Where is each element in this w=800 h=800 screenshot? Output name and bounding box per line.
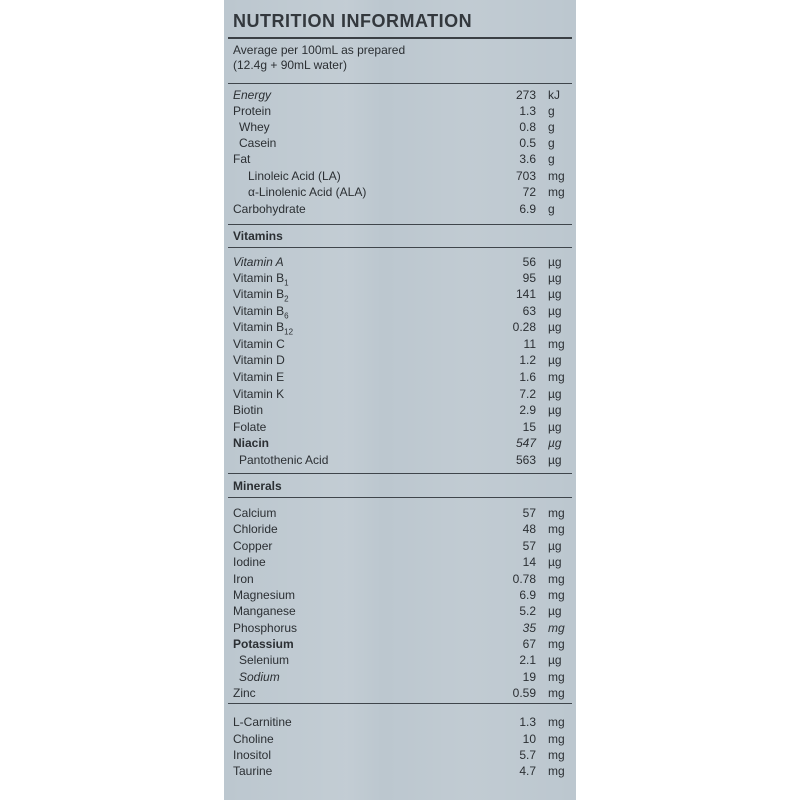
nutrient-value: 63	[522, 304, 536, 318]
nutrient-unit: µg	[548, 287, 562, 301]
nutrient-name	[233, 731, 274, 747]
nutrient-value: 35	[522, 621, 536, 635]
nutrient-unit: µg	[548, 555, 562, 569]
nutrient-name-text: Phosphorus	[233, 621, 298, 635]
nutrient-row	[0, 135, 800, 151]
nutrient-row	[0, 731, 800, 747]
nutrient-name-text: Niacin	[233, 436, 270, 450]
nutrient-value: 57	[522, 539, 536, 553]
nutrient-unit: g	[548, 120, 555, 134]
nutrient-value: 703	[515, 169, 536, 183]
nutrient-row	[0, 151, 800, 167]
nutrient-name	[233, 402, 263, 418]
nutrient-row	[0, 386, 800, 402]
nutrient-name-text: Iron	[233, 572, 254, 586]
nutrient-value: 67	[522, 637, 536, 651]
nutrient-name	[233, 336, 285, 352]
nutrient-value: 4.7	[519, 764, 536, 778]
nutrient-value: 2.1	[519, 653, 536, 667]
nutrient-name	[233, 538, 272, 554]
divider	[228, 497, 572, 498]
nutrient-name	[233, 201, 306, 217]
nutrient-name	[233, 620, 297, 636]
nutrient-name-text: Selenium	[239, 653, 290, 667]
serving-note-line: Average per 100mL as prepared	[233, 43, 406, 57]
nutrient-value: 15	[522, 420, 536, 434]
nutrient-name-text: Vitamin B	[233, 271, 285, 285]
nutrient-row	[0, 168, 800, 184]
nutrient-subscript: 1	[284, 278, 289, 288]
nutrient-unit: mg	[548, 670, 565, 684]
nutrient-name-text: Linoleic Acid (LA)	[248, 169, 341, 183]
nutrient-row	[0, 184, 800, 200]
nutrient-name	[233, 747, 271, 763]
nutrient-name-text: Protein	[233, 104, 272, 118]
nutrient-name	[233, 521, 278, 537]
nutrient-row	[0, 587, 800, 603]
nutrient-row	[0, 201, 800, 217]
nutrient-name-text: Fat	[233, 152, 251, 166]
nutrient-unit: mg	[548, 732, 565, 746]
nutrient-row	[0, 538, 800, 554]
nutrient-name-text: Vitamin C	[233, 337, 285, 351]
nutrient-name-text: Manganese	[233, 604, 296, 618]
nutrient-name-text: Vitamin D	[233, 353, 285, 367]
nutrient-row	[0, 402, 800, 418]
nutrient-name-text: Whey	[239, 120, 270, 134]
nutrient-name	[239, 652, 289, 668]
nutrient-name-text: Potassium	[233, 637, 294, 651]
nutrient-name	[233, 571, 254, 587]
nutrient-row	[0, 554, 800, 570]
nutrient-row	[0, 669, 800, 685]
nutrient-unit: mg	[548, 506, 565, 520]
divider	[228, 703, 572, 704]
nutrient-row	[0, 270, 800, 286]
nutrient-name	[233, 636, 294, 652]
nutrient-name	[239, 135, 276, 151]
nutrient-value: 0.5	[519, 136, 536, 150]
nutrient-unit: µg	[548, 387, 562, 401]
divider	[228, 224, 572, 225]
nutrient-name-text: Taurine	[233, 764, 273, 778]
nutrient-row	[0, 103, 800, 119]
nutrient-value: 1.6	[519, 370, 536, 384]
nutrient-unit: mg	[548, 185, 565, 199]
nutrient-unit: g	[548, 152, 555, 166]
nutrient-value: 1.2	[519, 353, 536, 367]
nutrient-name-text: Calcium	[233, 506, 277, 520]
nutrient-value: 273	[515, 88, 536, 102]
nutrient-value: 6.9	[519, 588, 536, 602]
nutrient-value: 0.8	[519, 120, 536, 134]
nutrient-name	[233, 554, 266, 570]
nutrient-unit: mg	[548, 370, 565, 384]
nutrient-row	[0, 419, 800, 435]
nutrient-row	[0, 435, 800, 451]
nutrient-unit: µg	[548, 453, 562, 467]
nutrient-unit: µg	[548, 304, 562, 318]
nutrient-name-text: Vitamin B	[233, 320, 285, 334]
nutrient-row	[0, 714, 800, 730]
nutrient-unit: mg	[548, 337, 565, 351]
nutrient-name-text: Magnesium	[233, 588, 296, 602]
nutrient-value: 48	[522, 522, 536, 536]
nutrient-name-text: α-Linolenic Acid (ALA)	[248, 185, 367, 199]
nutrient-name-text: Zinc	[233, 686, 256, 700]
nutrient-name	[233, 352, 285, 368]
nutrient-name	[233, 763, 272, 779]
nutrient-name	[233, 386, 284, 402]
nutrient-row	[0, 636, 800, 652]
nutrient-name	[233, 505, 276, 521]
nutrient-value: 56	[522, 255, 536, 269]
nutrient-unit: mg	[548, 588, 565, 602]
nutrient-name	[233, 103, 271, 119]
nutrient-value: 2.9	[519, 403, 536, 417]
nutrient-value: 547	[515, 436, 536, 450]
nutrient-subscript: 12	[284, 327, 294, 337]
nutrient-name-text: Vitamin E	[233, 370, 285, 384]
nutrient-name-text: Casein	[239, 136, 277, 150]
nutrient-name-text: Vitamin K	[233, 387, 285, 401]
nutrient-value: 5.2	[519, 604, 536, 618]
nutrient-unit: µg	[548, 539, 562, 553]
nutrient-value: 0.28	[512, 320, 536, 334]
nutrient-value: 5.7	[519, 748, 536, 762]
nutrient-row	[0, 452, 800, 468]
nutrient-name-text: Choline	[233, 732, 274, 746]
nutrient-row	[0, 505, 800, 521]
nutrient-unit: g	[548, 136, 555, 150]
nutrient-name-text: Biotin	[233, 403, 264, 417]
nutrient-name	[233, 369, 284, 385]
nutrient-value: 141	[515, 287, 536, 301]
nutrient-value: 0.59	[512, 686, 536, 700]
panel-title: NUTRITION INFORMATION	[233, 11, 473, 31]
nutrient-unit: µg	[548, 653, 562, 667]
nutrient-row	[0, 747, 800, 763]
nutrient-row	[0, 620, 800, 636]
nutrient-value: 3.6	[519, 152, 536, 166]
serving-note-line: (12.4g + 90mL water)	[233, 58, 347, 72]
nutrient-value: 72	[522, 185, 536, 199]
nutrient-unit: mg	[548, 522, 565, 536]
nutrient-row	[0, 521, 800, 537]
nutrient-value: 7.2	[519, 387, 536, 401]
nutrient-value: 0.78	[512, 572, 536, 586]
nutrient-name	[248, 184, 366, 200]
section-heading-minerals: Minerals	[233, 479, 282, 493]
divider	[228, 83, 572, 84]
nutrient-unit: mg	[548, 169, 565, 183]
nutrient-unit: kJ	[548, 88, 560, 102]
divider	[228, 473, 572, 474]
nutrient-name-text: Vitamin A	[233, 255, 284, 269]
nutrient-unit: µg	[548, 320, 562, 334]
nutrient-row	[0, 319, 800, 335]
nutrient-name-text: Vitamin B	[233, 287, 285, 301]
divider	[228, 247, 572, 248]
nutrient-value: 19	[522, 670, 536, 684]
nutrient-row	[0, 571, 800, 587]
nutrient-row	[0, 336, 800, 352]
section-heading-vitamins: Vitamins	[233, 229, 283, 243]
nutrient-row	[0, 303, 800, 319]
nutrient-unit: g	[548, 104, 555, 118]
nutrient-name-text: Inositol	[233, 748, 272, 762]
nutrient-unit: mg	[548, 621, 565, 635]
nutrient-unit: mg	[548, 572, 565, 586]
nutrient-unit: µg	[548, 403, 562, 417]
nutrient-name-text: Energy	[233, 88, 272, 102]
nutrient-row	[0, 352, 800, 368]
nutrient-name-text: Sodium	[239, 670, 280, 684]
nutrient-row	[0, 369, 800, 385]
nutrient-unit: mg	[548, 686, 565, 700]
nutrient-row	[0, 685, 800, 701]
nutrient-unit: µg	[548, 271, 562, 285]
nutrient-value: 563	[515, 453, 536, 467]
nutrient-name	[233, 151, 250, 167]
nutrient-name-text: Vitamin B	[233, 304, 285, 318]
nutrient-name	[233, 603, 296, 619]
nutrient-row	[0, 254, 800, 270]
nutrient-unit: µg	[548, 604, 562, 618]
nutrient-unit: µg	[548, 255, 562, 269]
nutrient-name-text: Carbohydrate	[233, 202, 306, 216]
serving-note	[233, 43, 563, 73]
nutrient-name	[233, 435, 269, 451]
nutrient-name	[239, 119, 270, 135]
nutrient-value: 1.3	[519, 715, 536, 729]
nutrient-unit: µg	[548, 436, 562, 450]
nutrient-name-text: Iodine	[233, 555, 266, 569]
nutrient-subscript: 6	[284, 311, 289, 321]
nutrient-value: 11	[523, 337, 536, 351]
nutrient-row	[0, 119, 800, 135]
nutrient-name	[233, 587, 295, 603]
nutrient-value: 10	[522, 732, 536, 746]
nutrient-name	[233, 685, 256, 701]
nutrient-value: 6.9	[519, 202, 536, 216]
nutrient-unit: mg	[548, 764, 565, 778]
nutrient-name	[239, 669, 280, 685]
nutrient-unit: mg	[548, 715, 565, 729]
nutrient-value: 1.3	[519, 104, 536, 118]
nutrient-unit: µg	[548, 353, 562, 367]
nutrient-value: 95	[522, 271, 536, 285]
nutrient-name	[233, 419, 266, 435]
nutrient-name-text: L-Carnitine	[233, 715, 292, 729]
nutrient-name-text: Folate	[233, 420, 267, 434]
nutrient-value: 57	[522, 506, 536, 520]
nutrient-name	[233, 714, 292, 730]
nutrient-row	[0, 603, 800, 619]
nutrient-name-text: Copper	[233, 539, 273, 553]
nutrient-unit: mg	[548, 748, 565, 762]
nutrient-name-text: Chloride	[233, 522, 278, 536]
nutrient-row	[0, 763, 800, 779]
nutrient-row	[0, 286, 800, 302]
nutrient-unit: g	[548, 202, 555, 216]
nutrient-name	[239, 452, 328, 468]
nutrient-row	[0, 87, 800, 103]
title-divider	[228, 37, 572, 39]
nutrient-unit: mg	[548, 637, 565, 651]
nutrient-name	[248, 168, 341, 184]
nutrient-value: 14	[522, 555, 536, 569]
nutrient-subscript: 2	[284, 294, 289, 304]
nutrient-name	[233, 87, 271, 103]
nutrient-name-text: Pantothenic Acid	[239, 453, 329, 467]
nutrient-row	[0, 652, 800, 668]
nutrient-name	[233, 254, 284, 270]
nutrient-unit: µg	[548, 420, 562, 434]
